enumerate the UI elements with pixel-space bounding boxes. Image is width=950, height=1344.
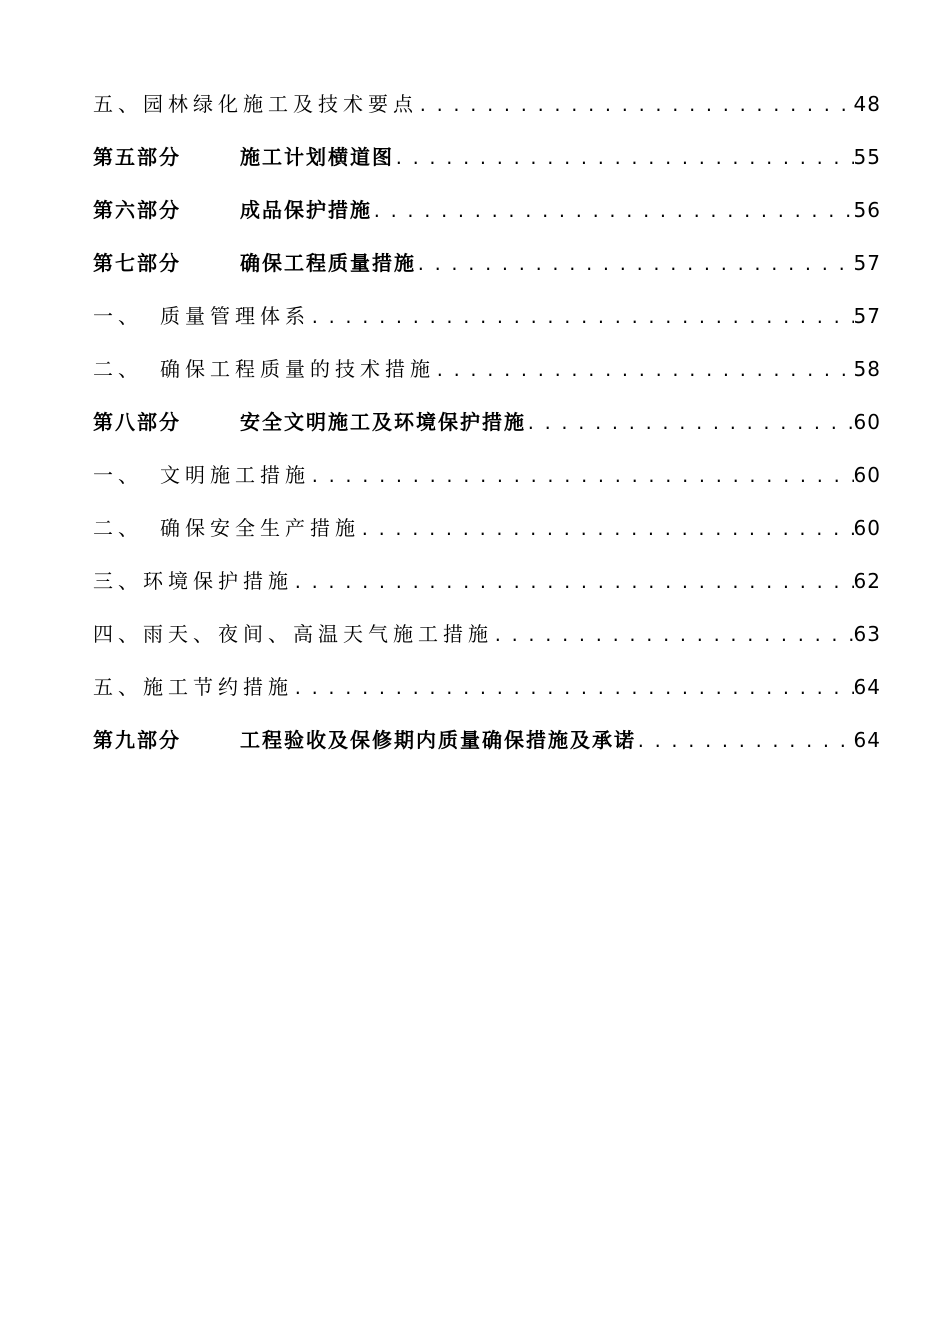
toc-entry-title: 文明施工措施 bbox=[160, 463, 310, 487]
toc-entry-page: 57 bbox=[853, 304, 881, 328]
toc-entry-title: 安全文明施工及环境保护措施 bbox=[240, 410, 526, 434]
toc-entry[interactable] bbox=[93, 237, 881, 290]
toc-entry-number: 一、 bbox=[93, 463, 143, 487]
toc-entry-number: 一、 bbox=[93, 304, 143, 328]
toc-entry-page: 58 bbox=[853, 357, 881, 381]
dot-leader bbox=[293, 556, 854, 609]
toc-entry-number: 第七部分 bbox=[93, 251, 181, 275]
toc-entry-title: 确保工程质量的技术措施 bbox=[160, 357, 435, 381]
toc-entry-number: 第九部分 bbox=[93, 728, 181, 752]
toc-entry[interactable] bbox=[93, 502, 881, 555]
toc-entry-title: 质量管理体系 bbox=[160, 304, 310, 328]
toc-entry-page: 64 bbox=[853, 728, 881, 752]
toc-entry-number: 第八部分 bbox=[93, 410, 181, 434]
toc-entry[interactable] bbox=[93, 449, 881, 502]
toc-entry-title: 确保工程质量措施 bbox=[240, 251, 416, 275]
toc-entry-number: 五、 bbox=[93, 92, 143, 116]
dot-leader bbox=[360, 503, 854, 556]
dot-leader bbox=[310, 450, 854, 503]
toc-entry-title: 施工计划横道图 bbox=[240, 145, 394, 169]
toc-entry-page: 64 bbox=[853, 675, 881, 699]
toc-entry-title: 环境保护措施 bbox=[143, 569, 293, 593]
toc-entry-title: 施工节约措施 bbox=[143, 675, 293, 699]
toc-entry-page: 62 bbox=[853, 569, 881, 593]
toc-entry-number: 三、 bbox=[93, 569, 143, 593]
dot-leader bbox=[493, 609, 854, 662]
toc-entry[interactable] bbox=[93, 290, 881, 343]
toc-entry[interactable] bbox=[93, 714, 881, 767]
dot-leader bbox=[418, 79, 854, 132]
toc-entry-page: 57 bbox=[853, 251, 881, 275]
toc-entry-number: 第六部分 bbox=[93, 198, 181, 222]
toc-entry[interactable] bbox=[93, 131, 881, 184]
toc-entry[interactable] bbox=[93, 661, 881, 714]
toc-entry-number: 四、 bbox=[93, 622, 143, 646]
toc-entry-page: 55 bbox=[853, 145, 881, 169]
toc-entry[interactable] bbox=[93, 396, 881, 449]
dot-leader bbox=[435, 344, 854, 397]
toc-entry-number: 第五部分 bbox=[93, 145, 181, 169]
dot-leader bbox=[394, 132, 854, 185]
toc-entry-number: 二、 bbox=[93, 357, 143, 381]
toc-entry[interactable] bbox=[93, 608, 881, 661]
toc-entry-title: 成品保护措施 bbox=[240, 198, 372, 222]
dot-leader bbox=[310, 291, 854, 344]
toc-entry-page: 63 bbox=[853, 622, 881, 646]
toc-entry-page: 60 bbox=[853, 410, 881, 434]
toc-entry[interactable] bbox=[93, 555, 881, 608]
toc-entry-title: 园林绿化施工及技术要点 bbox=[143, 92, 418, 116]
toc-entry-page: 60 bbox=[853, 516, 881, 540]
toc-entry-page: 60 bbox=[853, 463, 881, 487]
toc-entry-title: 雨天、夜间、高温天气施工措施 bbox=[143, 622, 493, 646]
toc-entry[interactable] bbox=[93, 343, 881, 396]
toc-entry-title: 确保安全生产措施 bbox=[160, 516, 360, 540]
dot-leader bbox=[636, 715, 854, 768]
dot-leader bbox=[372, 185, 854, 238]
table-of-contents bbox=[93, 78, 881, 767]
toc-entry-page: 48 bbox=[853, 92, 881, 116]
toc-entry-number: 五、 bbox=[93, 675, 143, 699]
dot-leader bbox=[526, 397, 854, 450]
dot-leader bbox=[293, 662, 854, 715]
toc-entry-title: 工程验收及保修期内质量确保措施及承诺 bbox=[240, 728, 636, 752]
toc-entry-number: 二、 bbox=[93, 516, 143, 540]
toc-entry[interactable] bbox=[93, 184, 881, 237]
dot-leader bbox=[416, 238, 854, 291]
toc-entry[interactable] bbox=[93, 78, 881, 131]
toc-entry-page: 56 bbox=[853, 198, 881, 222]
